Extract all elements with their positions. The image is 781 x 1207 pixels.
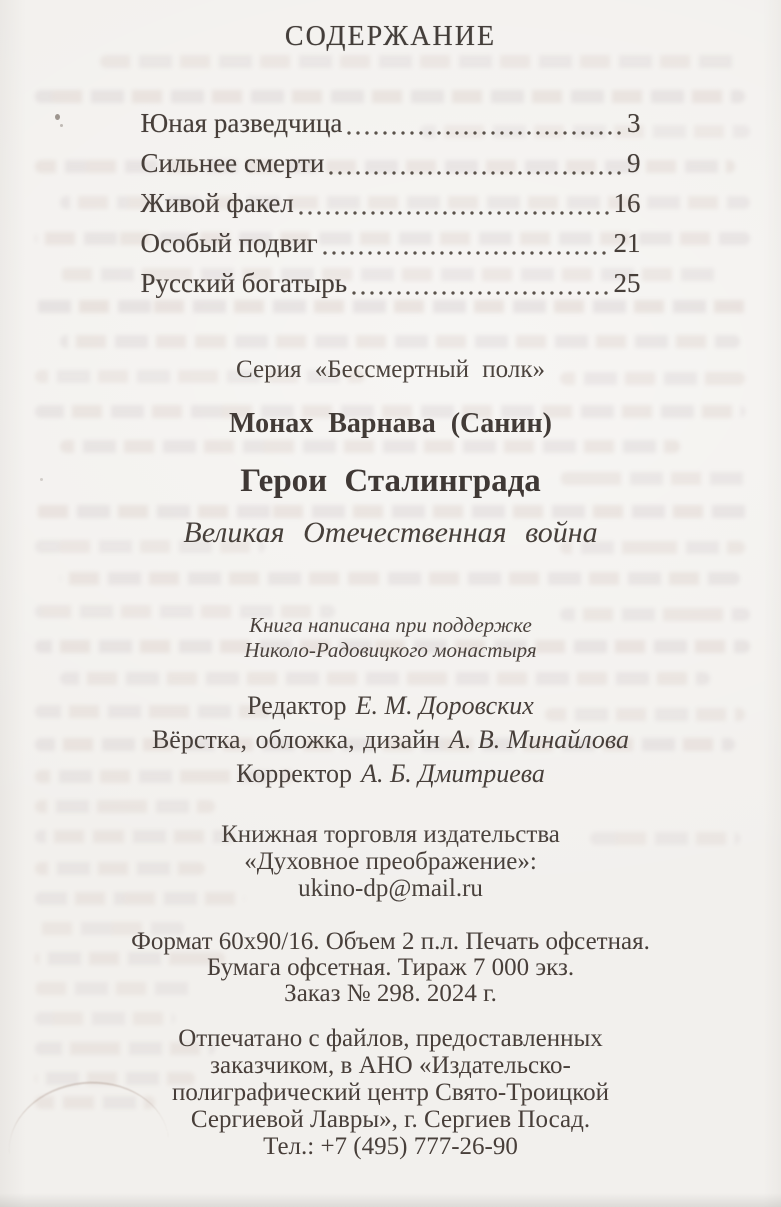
toc-entry-page: 16 bbox=[613, 188, 641, 218]
toc-entry-page: 9 bbox=[627, 148, 641, 178]
printer-note bbox=[0, 1025, 781, 1160]
toc-entry-title: Живой факел bbox=[140, 188, 294, 218]
support-note-line1: Книга написана при поддержке bbox=[249, 613, 532, 637]
book-subtitle: Великая Отечественная война bbox=[183, 516, 598, 549]
printer-note-line1: Отпечатано с файлов, предоставленных bbox=[178, 1025, 603, 1052]
print-specs bbox=[0, 929, 781, 1007]
credits-block bbox=[0, 689, 781, 791]
page-title: СОДЕРЖАНИЕ bbox=[284, 21, 497, 52]
toc-dot-leader bbox=[299, 183, 609, 223]
credit-role: Вёрстка, обложка, дизайн bbox=[151, 725, 440, 754]
toc-entry-title: Русский богатырь bbox=[140, 268, 348, 298]
print-specs-line1: Формат 60х90/16. Объем 2 п.л. Печать офсетная. bbox=[131, 928, 650, 955]
credit-row bbox=[0, 723, 781, 757]
support-note bbox=[0, 613, 781, 663]
trade-block bbox=[0, 821, 781, 902]
credit-name: Е. М. Доровских bbox=[355, 691, 534, 720]
credit-name: А. Б. Дмитриева bbox=[361, 759, 545, 788]
credit-name: А. В. Минайлова bbox=[448, 725, 630, 754]
book-title: Герои Сталинграда bbox=[240, 463, 541, 499]
table-of-contents bbox=[141, 103, 641, 303]
printer-note-line3: полиграфический центр Свято-Троицкой bbox=[171, 1079, 610, 1106]
toc-entry bbox=[141, 103, 641, 143]
print-specs-line3: Заказ № 298. 2024 г. bbox=[284, 980, 497, 1007]
toc-dot-leader bbox=[323, 223, 609, 263]
trade-line2: «Духовное преображение»: bbox=[244, 848, 537, 875]
toc-dot-leader bbox=[352, 263, 608, 303]
toc-dot-leader bbox=[347, 103, 622, 143]
author-name: Монах Варнава (Санин) bbox=[229, 408, 552, 439]
toc-dot-leader bbox=[329, 143, 622, 183]
credit-row bbox=[0, 757, 781, 791]
trade-email: ukino-dp@mail.ru bbox=[298, 875, 483, 902]
toc-entry-title: Сильнее смерти bbox=[140, 148, 325, 178]
toc-entry bbox=[141, 143, 641, 183]
printer-note-line5: Тел.: +7 (495) 777-26-90 bbox=[263, 1133, 518, 1160]
toc-entry-page: 25 bbox=[613, 268, 641, 298]
trade-line1: Книжная торговля издательства bbox=[221, 821, 560, 848]
credit-role: Редактор bbox=[247, 691, 347, 720]
toc-entry bbox=[141, 223, 641, 263]
credit-row bbox=[0, 689, 781, 723]
print-specs-line2: Бумага офсетная. Тираж 7 000 экз. bbox=[206, 954, 575, 981]
toc-entry-page: 3 bbox=[627, 108, 641, 138]
printer-note-line2: заказчиком, в АНО «Издательско- bbox=[210, 1052, 571, 1079]
toc-entry-title: Юная разведчица bbox=[140, 108, 343, 138]
support-note-line2: Николо-Радовицкого монастыря bbox=[244, 638, 537, 662]
toc-entry bbox=[141, 263, 641, 303]
printer-note-line4: Сергиевой Лавры», г. Сергиев Посад. bbox=[190, 1106, 591, 1133]
toc-entry bbox=[141, 183, 641, 223]
toc-entry-title: Особый подвиг bbox=[140, 228, 318, 258]
credit-role: Корректор bbox=[236, 759, 353, 788]
toc-entry-page: 21 bbox=[613, 228, 641, 258]
series-label: Серия «Бессмертный полк» bbox=[236, 356, 545, 383]
